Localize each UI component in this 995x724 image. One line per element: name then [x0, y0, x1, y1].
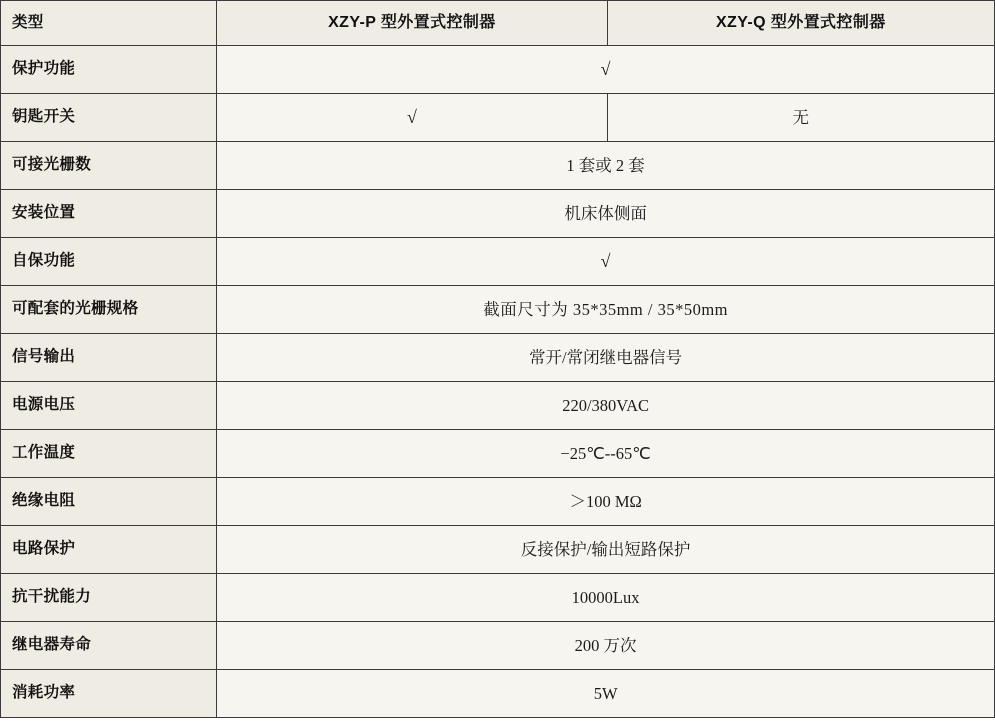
- table-row: [1, 478, 995, 526]
- table-row: [1, 286, 995, 334]
- header-label-type: 类型: [12, 13, 44, 31]
- header-label-model-q: XZY-Q 型外置式控制器: [715, 13, 886, 31]
- row-label: 抗干扰能力: [1, 574, 217, 622]
- row-value-shared: 机床体侧面: [217, 190, 995, 238]
- row-label: 自保功能: [1, 238, 217, 286]
- row-value-shared: 220/380VAC: [217, 382, 995, 430]
- row-label: 继电器寿命: [1, 622, 217, 670]
- row-label: 保护功能: [1, 46, 217, 94]
- table-row: [1, 670, 995, 718]
- row-label: 安装位置: [1, 190, 217, 238]
- table-row: [1, 526, 995, 574]
- row-label: 工作温度: [1, 430, 217, 478]
- row-value-shared: −25℃--65℃: [217, 430, 995, 478]
- row-value-shared: 反接保护/输出短路保护: [217, 526, 995, 574]
- row-label: 可配套的光栅规格: [1, 286, 217, 334]
- table-row: [1, 382, 995, 430]
- table-row: [1, 238, 995, 286]
- header-cell-model-q: [607, 1, 994, 46]
- table-row: [1, 622, 995, 670]
- row-label: 绝缘电阻: [1, 478, 217, 526]
- table-row: [1, 334, 995, 382]
- row-value-shared: 1 套或 2 套: [217, 142, 995, 190]
- row-value-shared: 截面尺寸为 35*35mm / 35*50mm: [217, 286, 995, 334]
- row-value-model-q: 无: [607, 94, 994, 142]
- table-header-row: [1, 1, 995, 46]
- row-value-shared: 常开/常闭继电器信号: [217, 334, 995, 382]
- header-label-model-p: XZY-P 型外置式控制器: [328, 13, 496, 31]
- row-value-shared: √: [217, 238, 995, 286]
- row-label: 信号输出: [1, 334, 217, 382]
- table-row: [1, 142, 995, 190]
- row-label: 钥匙开关: [1, 94, 217, 142]
- header-cell-type: [1, 1, 217, 46]
- row-value-model-p: √: [217, 94, 607, 142]
- row-label: 电路保护: [1, 526, 217, 574]
- table-row: [1, 190, 995, 238]
- table-row: [1, 574, 995, 622]
- row-label: 电源电压: [1, 382, 217, 430]
- table-row: [1, 46, 995, 94]
- row-value-shared: 10000Lux: [217, 574, 995, 622]
- row-value-shared: ＞100 MΩ: [217, 478, 995, 526]
- row-label: 消耗功率: [1, 670, 217, 718]
- header-cell-model-p: [217, 1, 607, 46]
- table-row: [1, 94, 995, 142]
- row-value-shared: 5W: [217, 670, 995, 718]
- row-value-shared: √: [217, 46, 995, 94]
- table-row: [1, 430, 995, 478]
- row-value-shared: 200 万次: [217, 622, 995, 670]
- row-label: 可接光栅数: [1, 142, 217, 190]
